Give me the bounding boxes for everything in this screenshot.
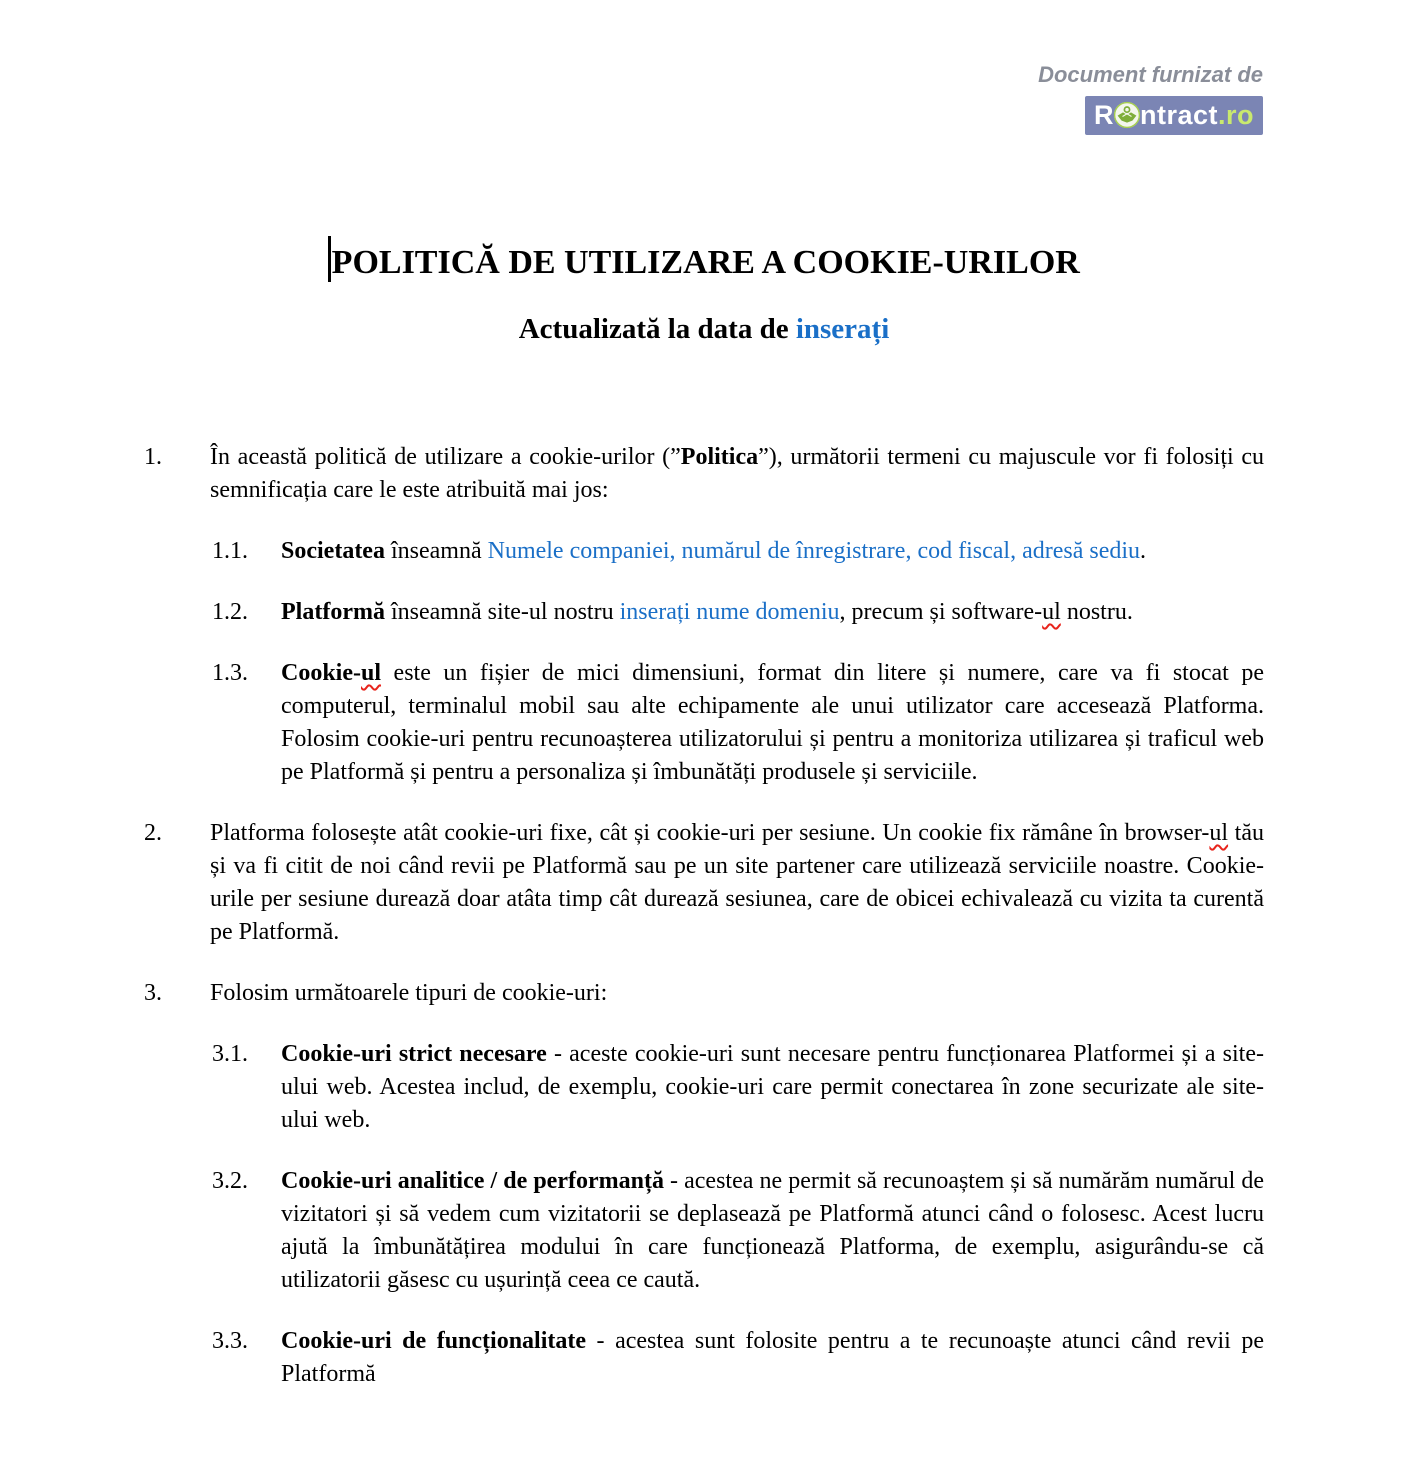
logo-text-prefix: R — [1093, 100, 1114, 130]
paragraph-3-2[interactable] — [212, 1165, 1264, 1297]
paragraph-1-1[interactable] — [212, 535, 1264, 568]
text-run: - acestea ne permit să recunoaștem și să numărăm numărul de vizitatori și să vedem cum vizitatorii se deplasează pe Platformă atunci când o folosesc. Acest lucru ajută la îmbunătățirea modului în care funcționează Platforma, de exemplu, asigurându-se că utilizatorii găsesc cu ușurință ceea ce caută. — [281, 1168, 1264, 1293]
paragraph-1[interactable] — [144, 441, 1264, 507]
list-number: 3.3. — [212, 1328, 248, 1354]
text-run: Platformă — [281, 599, 385, 625]
company-placeholder-field: Numele companiei, numărul de înregistrare, cod fiscal, adresă sediu — [487, 538, 1141, 564]
list-number: 2. — [144, 820, 162, 846]
text-run: Cookie-uri strict necesare — [281, 1041, 547, 1067]
text-run: tău și va fi citit de noi când revii pe Platformă sau pe un site partener care utilizează serviciile noastre. Cookie-urile per sesiune durează doar atâta timp cât durează sesiunea, care de obicei echivalează cu vizita ta curentă pe Platformă. — [210, 820, 1264, 945]
text-run: înseamnă site-ul nostru — [384, 599, 620, 625]
paragraph-text — [281, 538, 1146, 564]
list-number: 1.2. — [212, 599, 248, 625]
text-run: ul — [361, 660, 382, 686]
text-run: . — [1140, 538, 1147, 564]
text-run: Platforma folosește atât cookie-uri fixe, cât și cookie-uri per sesiune. Un cookie fix rămâne în browser- — [210, 820, 1210, 846]
paragraph-1-3[interactable] — [212, 657, 1264, 789]
paragraph-text — [281, 1041, 1264, 1133]
text-run: - acestea sunt folosite pentru a te recunoaște atunci când revii pe Platformă — [281, 1328, 1265, 1387]
document-header — [1038, 62, 1263, 135]
paragraph-text — [210, 820, 1264, 945]
subtitle-text: Actualizată la data de — [518, 313, 796, 345]
logo-text-suffix: .ro — [1217, 100, 1254, 130]
date-placeholder-field: inserați — [795, 313, 890, 345]
document-title: POLITICĂ DE UTILIZARE A COOKIE-URILOR — [331, 244, 1080, 281]
text-run: Cookie-uri de funcționalitate — [281, 1328, 587, 1354]
paragraph-text — [281, 1328, 1264, 1387]
paragraph-text — [281, 660, 1264, 785]
list-number: 1.1. — [212, 538, 248, 564]
paragraph-text — [281, 1168, 1264, 1293]
text-run: Folosim următoarele tipuri de cookie-uri: — [210, 980, 608, 1006]
document-body[interactable] — [0, 441, 1408, 1391]
text-run: nostru. — [1060, 599, 1133, 625]
text-run: , precum și software- — [839, 599, 1043, 625]
list-number: 3.1. — [212, 1041, 248, 1067]
provided-by-label: Document furnizat de — [1038, 62, 1263, 87]
document-subtitle[interactable] — [144, 311, 1264, 347]
paragraph-3[interactable] — [144, 977, 1264, 1010]
text-run: Politica — [680, 444, 759, 470]
list-number: 1. — [144, 444, 162, 470]
paragraph-text — [210, 980, 607, 1006]
list-number: 1.3. — [212, 660, 248, 686]
text-run: ul — [1209, 820, 1229, 846]
paragraph-3-3[interactable] — [212, 1325, 1265, 1391]
rontract-logo — [1085, 96, 1263, 135]
paragraph-text — [281, 599, 1133, 625]
text-run: - aceste cookie-uri sunt necesare pentru funcționarea Platformei și a site-ului web. Acestea includ, de exemplu, cookie-uri care permit conectarea în zone securizate ale site-ului web. — [281, 1041, 1264, 1133]
list-number: 3. — [144, 980, 162, 1006]
text-run: În această politică de utilizare a cookie-urilor (” — [210, 444, 681, 470]
handshake-coin-icon — [1113, 101, 1141, 129]
text-run: ul — [1042, 599, 1061, 625]
paragraph-1-2[interactable] — [212, 596, 1264, 629]
text-run: Cookie-uri analitice / de performanță — [281, 1168, 664, 1194]
text-cursor-caret — [328, 236, 331, 282]
list-number: 3.2. — [212, 1168, 248, 1194]
title-line[interactable] — [144, 236, 1264, 285]
text-run: ”), următorii termeni cu majuscule vor fi folosiți cu semnificația care le este atribuită mai jos: — [210, 444, 1264, 503]
logo-text-middle: ntract — [1139, 100, 1218, 130]
text-run: este un fișier de mici dimensiuni, format din litere și numere, care va fi stocat pe computerul, terminalul mobil sau alte echipamente ale unui utilizator care accesează Platforma. Folosim cookie-uri pentru recunoașterea utilizatorului și pentru a monitoriza utilizarea și traficul web pe Platformă și pentru a personaliza și îmbunătăți produsele și serviciile. — [281, 660, 1264, 785]
paragraph-3-1[interactable] — [212, 1038, 1264, 1137]
text-run: înseamnă — [384, 538, 488, 564]
paragraph-text — [210, 444, 1264, 503]
text-run: Societatea — [281, 538, 385, 564]
domain-placeholder-field: inserați nume domeniu — [619, 599, 840, 625]
text-run: Cookie- — [281, 660, 361, 686]
paragraph-2[interactable] — [144, 817, 1264, 949]
